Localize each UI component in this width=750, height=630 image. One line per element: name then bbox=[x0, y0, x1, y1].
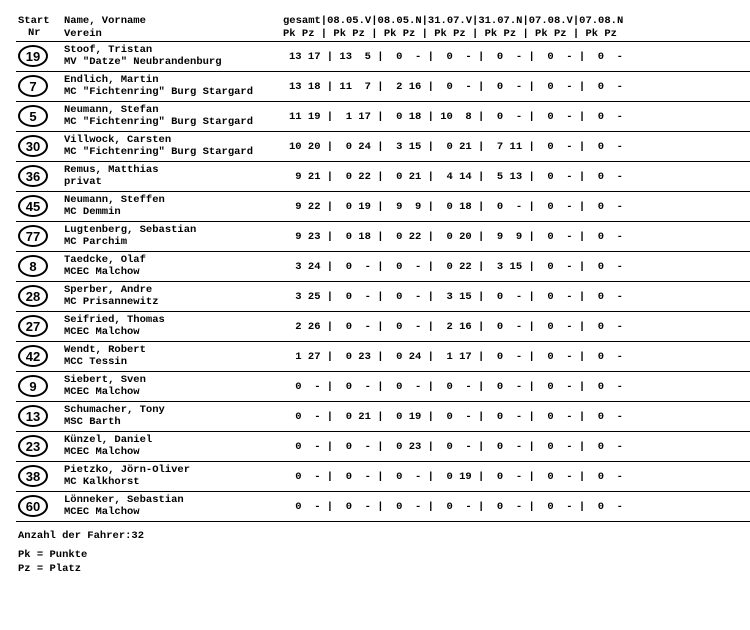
table-row bbox=[0, 372, 750, 402]
driver-scores: 9 21 | 0 22 | 0 21 | 4 14 | 5 13 | 0 - | 0 - bbox=[289, 171, 623, 183]
driver-scores: 0 - | 0 - | 0 23 | 0 - | 0 - | 0 - | 0 - bbox=[289, 441, 623, 453]
driver-scores: 2 26 | 0 - | 0 - | 2 16 | 0 - | 0 - | 0 - bbox=[289, 321, 623, 333]
driver-name: Remus, Matthias bbox=[64, 164, 159, 176]
driver-scores: 13 18 | 11 7 | 2 16 | 0 - | 0 - | 0 - | 0 - bbox=[289, 81, 623, 93]
table-row bbox=[0, 402, 750, 432]
start-number-badge: 27 bbox=[18, 315, 48, 337]
driver-name: Schumacher, Tony bbox=[64, 404, 165, 416]
start-number-badge: 7 bbox=[18, 75, 48, 97]
driver-name: Sperber, Andre bbox=[64, 284, 153, 296]
legend-pz: Pz = Platz bbox=[18, 563, 82, 575]
driver-name: Pietzko, Jörn-Oliver bbox=[64, 464, 191, 476]
table-row bbox=[0, 222, 750, 252]
driver-scores: 13 17 | 13 5 | 0 - | 0 - | 0 - | 0 - | 0 - bbox=[289, 51, 623, 63]
table-row bbox=[0, 42, 750, 72]
driver-scores: 3 24 | 0 - | 0 - | 0 22 | 3 15 | 0 - | 0 - bbox=[289, 261, 623, 273]
table-row bbox=[0, 72, 750, 102]
start-number-badge: 77 bbox=[18, 225, 48, 247]
header-name-label: Name, Vorname bbox=[64, 15, 146, 27]
driver-scores: 0 - | 0 - | 0 - | 0 - | 0 - | 0 - | 0 - bbox=[289, 381, 623, 393]
driver-name: Neumann, Stefan bbox=[64, 104, 159, 116]
driver-scores: 10 20 | 0 24 | 3 15 | 0 21 | 7 11 | 0 - | 0 - bbox=[289, 141, 623, 153]
driver-club: MCEC Malchow bbox=[64, 386, 140, 398]
table-row bbox=[0, 162, 750, 192]
driver-club: MC Prisannewitz bbox=[64, 296, 159, 308]
driver-scores: 11 19 | 1 17 | 0 18 | 10 8 | 0 - | 0 - | 0 - bbox=[289, 111, 623, 123]
driver-name: Villwock, Carsten bbox=[64, 134, 172, 146]
driver-club: MCEC Malchow bbox=[64, 446, 140, 458]
driver-name: Neumann, Steffen bbox=[64, 194, 165, 206]
start-number-badge: 9 bbox=[18, 375, 48, 397]
table-row bbox=[0, 342, 750, 372]
start-number-badge: 30 bbox=[18, 135, 48, 157]
driver-name: Lönneker, Sebastian bbox=[64, 494, 184, 506]
start-number-badge: 19 bbox=[18, 45, 48, 67]
driver-name: Endlich, Martin bbox=[64, 74, 159, 86]
start-number-badge: 8 bbox=[18, 255, 48, 277]
legend-pk: Pk = Punkte bbox=[18, 549, 88, 561]
driver-club: MV "Datze" Neubrandenburg bbox=[64, 56, 222, 68]
driver-club: MC "Fichtenring" Burg Stargard bbox=[64, 116, 254, 128]
start-number-badge: 36 bbox=[18, 165, 48, 187]
driver-name: Taedcke, Olaf bbox=[64, 254, 146, 266]
start-number-badge: 28 bbox=[18, 285, 48, 307]
driver-name: Siebert, Sven bbox=[64, 374, 146, 386]
row-divider bbox=[16, 521, 750, 522]
start-number-badge: 13 bbox=[18, 405, 48, 427]
driver-scores: 0 - | 0 - | 0 - | 0 - | 0 - | 0 - | 0 - bbox=[289, 501, 623, 513]
header-nr-label: Nr bbox=[28, 27, 41, 39]
start-number-badge: 38 bbox=[18, 465, 48, 487]
table-row bbox=[0, 282, 750, 312]
driver-scores: 1 27 | 0 23 | 0 24 | 1 17 | 0 - | 0 - | 0 - bbox=[289, 351, 623, 363]
driver-name: Wendt, Robert bbox=[64, 344, 146, 356]
header-columns-line1: gesamt|08.05.V|08.05.N|31.07.V|31.07.N|07.08.V|07.08.N bbox=[283, 15, 624, 27]
driver-name: Lugtenberg, Sebastian bbox=[64, 224, 197, 236]
table-row bbox=[0, 462, 750, 492]
driver-name: Künzel, Daniel bbox=[64, 434, 153, 446]
driver-club: MC Kalkhorst bbox=[64, 476, 140, 488]
header-start-label: Start bbox=[18, 15, 50, 27]
driver-club: MCC Tessin bbox=[64, 356, 128, 368]
driver-club: MC "Fichtenring" Burg Stargard bbox=[64, 146, 254, 158]
table-row bbox=[0, 492, 750, 522]
header-columns-line2: Pk Pz | Pk Pz | Pk Pz | Pk Pz | Pk Pz | Pk Pz | Pk Pz bbox=[283, 28, 617, 40]
driver-scores: 0 - | 0 - | 0 - | 0 19 | 0 - | 0 - | 0 - bbox=[289, 471, 623, 483]
start-number-badge: 60 bbox=[18, 495, 48, 517]
driver-scores: 3 25 | 0 - | 0 - | 3 15 | 0 - | 0 - | 0 - bbox=[289, 291, 623, 303]
table-row bbox=[0, 102, 750, 132]
driver-club: privat bbox=[64, 176, 102, 188]
table-row bbox=[0, 132, 750, 162]
driver-club: MC Demmin bbox=[64, 206, 121, 218]
driver-scores: 9 23 | 0 18 | 0 22 | 0 20 | 9 9 | 0 - | 0 - bbox=[289, 231, 623, 243]
driver-count: Anzahl der Fahrer:32 bbox=[18, 530, 145, 542]
driver-scores: 9 22 | 0 19 | 9 9 | 0 18 | 0 - | 0 - | 0 - bbox=[289, 201, 623, 213]
table-row bbox=[0, 252, 750, 282]
driver-club: MC Parchim bbox=[64, 236, 128, 248]
table-row bbox=[0, 432, 750, 462]
driver-club: MSC Barth bbox=[64, 416, 121, 428]
start-number-badge: 5 bbox=[18, 105, 48, 127]
driver-club: MCEC Malchow bbox=[64, 326, 140, 338]
driver-club: MCEC Malchow bbox=[64, 506, 140, 518]
header-verein-label: Verein bbox=[64, 28, 102, 40]
table-row bbox=[0, 192, 750, 222]
driver-club: MCEC Malchow bbox=[64, 266, 140, 278]
table-row bbox=[0, 312, 750, 342]
start-number-badge: 45 bbox=[18, 195, 48, 217]
driver-name: Seifried, Thomas bbox=[64, 314, 165, 326]
start-number-badge: 23 bbox=[18, 435, 48, 457]
driver-club: MC "Fichtenring" Burg Stargard bbox=[64, 86, 254, 98]
driver-name: Stoof, Tristan bbox=[64, 44, 153, 56]
start-number-badge: 42 bbox=[18, 345, 48, 367]
driver-scores: 0 - | 0 21 | 0 19 | 0 - | 0 - | 0 - | 0 - bbox=[289, 411, 623, 423]
